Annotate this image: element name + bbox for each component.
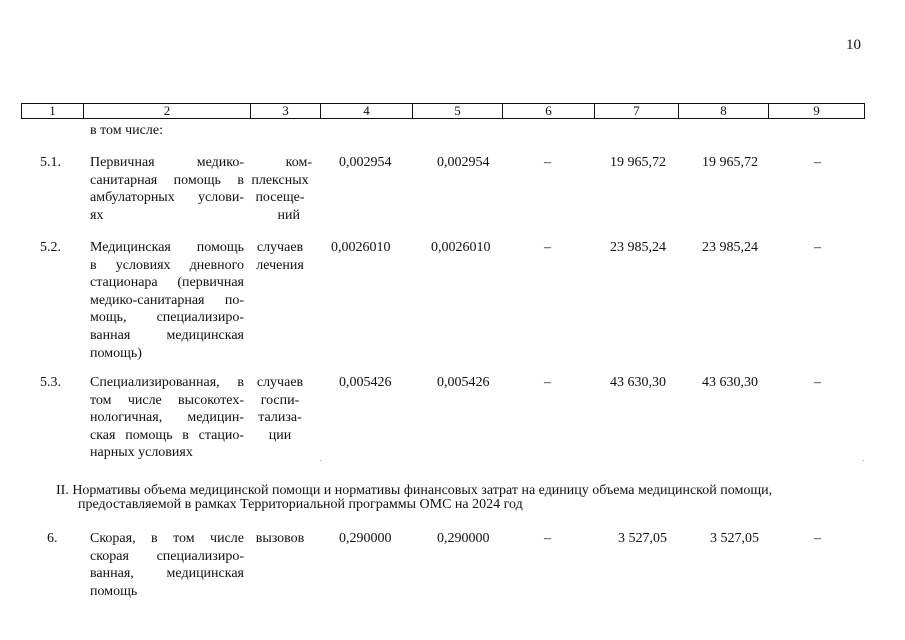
row-name bbox=[90, 154, 244, 224]
row-name-line: нарных условиях bbox=[90, 445, 193, 461]
scan-speck bbox=[320, 460, 322, 461]
row-name-line: стационара (первичная bbox=[90, 275, 244, 291]
row-unit-line: лечения bbox=[256, 257, 304, 273]
scan-speck bbox=[862, 460, 864, 461]
row-name-line: Скорая, в том числе bbox=[90, 531, 244, 546]
value-col-5: 0,290000 bbox=[437, 531, 490, 546]
row-unit-line: плексных bbox=[251, 172, 309, 188]
header-col-3: 3 bbox=[251, 104, 321, 118]
section-title bbox=[56, 484, 856, 512]
row-unit bbox=[244, 239, 316, 274]
value-col-9: – bbox=[814, 240, 821, 255]
row-number: 6. bbox=[47, 531, 58, 546]
row-name-line: санитарная помощь в bbox=[90, 172, 244, 188]
value-col-5: 0,0026010 bbox=[431, 240, 491, 255]
value-col-9: – bbox=[814, 531, 821, 546]
table-header-row bbox=[21, 103, 865, 119]
value-col-4: 0,005426 bbox=[339, 375, 392, 390]
value-col-8: 19 965,72 bbox=[702, 155, 758, 170]
page-number: 10 bbox=[846, 37, 861, 53]
row-name bbox=[90, 530, 244, 600]
header-col-5: 5 bbox=[413, 104, 503, 118]
value-col-4: 0,002954 bbox=[339, 155, 392, 170]
value-col-9: – bbox=[814, 375, 821, 390]
value-col-8: 23 985,24 bbox=[702, 240, 758, 255]
row-name-line: ванная, медицинская bbox=[90, 566, 244, 582]
row-unit bbox=[244, 530, 316, 548]
header-col-6: 6 bbox=[503, 104, 595, 118]
value-col-8: 3 527,05 bbox=[710, 531, 759, 546]
row-number: 5.1. bbox=[40, 155, 61, 170]
section-title-line-1: II. Нормативы объема медицинской помощи и нормативы финансовых затрат на единицу объема медицинской помощи, bbox=[56, 483, 773, 498]
row-name-line: скорая специализиро- bbox=[90, 548, 244, 564]
row-unit-line: тализа- bbox=[258, 410, 302, 426]
row-name-line: в условиях дневного bbox=[90, 257, 244, 273]
row-name-line: Специализированная, в bbox=[90, 375, 244, 390]
subheading: в том числе: bbox=[90, 123, 163, 138]
row-name-line: ях bbox=[90, 207, 104, 223]
row-name-line: помощь bbox=[90, 583, 138, 599]
row-name-line: Первичная медико- bbox=[90, 155, 244, 170]
row-name-line: нологичная, медицин- bbox=[90, 410, 244, 426]
row-name-line: медико-санитарная по- bbox=[90, 292, 244, 308]
section-title-line-2: предоставляемой в рамках Территориальной программы ОМС на 2024 год bbox=[78, 497, 523, 512]
value-col-6: – bbox=[544, 375, 551, 390]
value-col-7: 43 630,30 bbox=[610, 375, 666, 390]
row-name-line: ская помощь в стацио- bbox=[90, 427, 244, 443]
value-col-6: – bbox=[544, 155, 551, 170]
value-col-4: 0,0026010 bbox=[331, 240, 391, 255]
row-name-line: ванная медицинская bbox=[90, 327, 244, 343]
row-name bbox=[90, 374, 244, 462]
value-col-6: – bbox=[544, 531, 551, 546]
value-col-4: 0,290000 bbox=[339, 531, 392, 546]
row-unit-line: ком- bbox=[285, 155, 312, 170]
header-col-8: 8 bbox=[679, 104, 769, 118]
header-col-9: 9 bbox=[813, 103, 820, 118]
header-col-1: 1 bbox=[22, 104, 84, 118]
value-col-6: – bbox=[544, 240, 551, 255]
row-name-line: мощь, специализиро- bbox=[90, 310, 244, 326]
row-name-line: помощь) bbox=[90, 345, 142, 361]
row-unit bbox=[244, 154, 316, 224]
row-number: 5.2. bbox=[40, 240, 61, 255]
row-number: 5.3. bbox=[40, 375, 61, 390]
row-unit-line: случаев bbox=[256, 375, 304, 390]
header-col-7: 7 bbox=[595, 104, 679, 118]
value-col-9: – bbox=[814, 155, 821, 170]
row-name-line: том числе высокотех- bbox=[90, 392, 244, 408]
row-name-line: Медицинская помощь bbox=[90, 240, 244, 255]
value-col-5: 0,005426 bbox=[437, 375, 490, 390]
row-unit-line: вызовов bbox=[255, 531, 305, 546]
row-name-line: амбулаторных услови- bbox=[90, 190, 244, 206]
row-unit-line: посеще- bbox=[255, 190, 305, 206]
row-unit bbox=[244, 374, 316, 444]
row-unit-line: ний bbox=[277, 207, 300, 223]
header-col-4: 4 bbox=[321, 104, 413, 118]
value-col-5: 0,002954 bbox=[437, 155, 490, 170]
row-unit-line: госпи- bbox=[260, 392, 300, 408]
value-col-7: 23 985,24 bbox=[610, 240, 666, 255]
value-col-8: 43 630,30 bbox=[702, 375, 758, 390]
value-col-7: 3 527,05 bbox=[618, 531, 667, 546]
row-unit-line: случаев bbox=[256, 240, 304, 255]
value-col-7: 19 965,72 bbox=[610, 155, 666, 170]
header-col-2: 2 bbox=[84, 104, 251, 118]
row-name bbox=[90, 239, 244, 362]
row-unit-line: ции bbox=[268, 427, 292, 443]
